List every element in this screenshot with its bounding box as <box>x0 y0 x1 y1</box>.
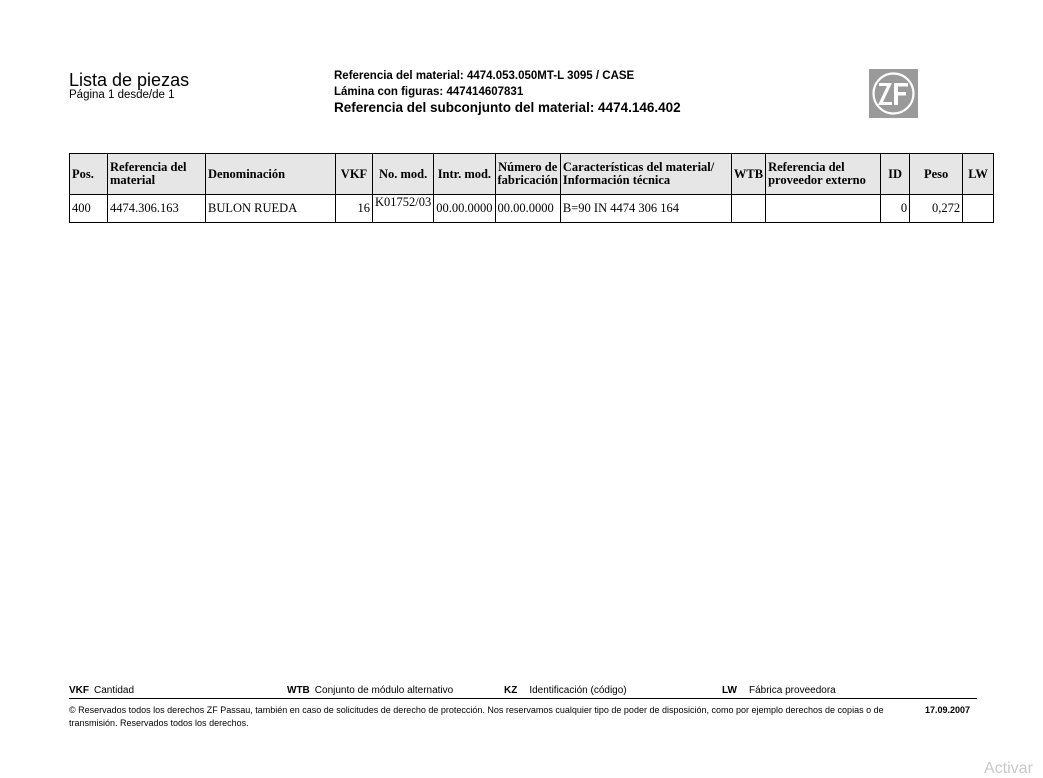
abbreviation-legend <box>69 684 977 699</box>
copyright-notice: © Reservados todos los derechos ZF Passau, también en caso de solicitudes de derecho de protección. Nos reservamos cualquier tipo de poder de disposición, como por ejemplo derechos de copias o de transmisión. Reservados todos los derechos. <box>69 705 884 728</box>
column-header-id: ID <box>881 154 910 195</box>
parts-table <box>69 153 994 223</box>
page-indicator: Página 1 desde/de 1 <box>69 89 175 101</box>
material-reference: Referencia del material: 4474.053.050MT-L 3095 / CASE <box>334 70 635 82</box>
cell-id: 0 <box>881 195 910 223</box>
column-header-ref-proveedor: Referencia del proveedor externo <box>766 154 881 195</box>
legend-item-kz: KZ Identificación (código) <box>504 685 627 696</box>
cell-material-ref: 4474.306.163 <box>108 195 206 223</box>
cell-peso: 0,272 <box>910 195 963 223</box>
legend-item-lw: LW Fábrica proveedora <box>722 685 836 696</box>
figure-sheet-reference: Lámina con figuras: 447414607831 <box>334 86 524 98</box>
cell-wtb <box>731 195 765 223</box>
legend-item-vkf: VKF Cantidad <box>69 685 135 696</box>
print-date: 17.09.2007 <box>925 705 971 715</box>
cell-lw <box>963 195 994 223</box>
activation-watermark: Activar <box>984 760 1033 777</box>
column-header-num-fabricacion: Número de fabricación <box>495 154 560 195</box>
column-header-intr-mod: Intr. mod. <box>434 154 495 195</box>
cell-denominacion: BULON RUEDA <box>206 195 336 223</box>
cell-intr-mod: 00.00.0000 <box>434 195 495 223</box>
column-header-pos: Pos. <box>70 154 108 195</box>
column-header-no-mod: No. mod. <box>373 154 434 195</box>
table-row <box>70 195 994 223</box>
cell-ref-proveedor <box>766 195 881 223</box>
cell-no-mod: K01752/03 <box>373 195 434 223</box>
column-header-vkf: VKF <box>336 154 373 195</box>
document-title: Lista de piezas <box>69 70 190 90</box>
legend-item-wtb: WTB Conjunto de módulo alternativo <box>287 685 454 696</box>
column-header-wtb: WTB <box>731 154 765 195</box>
column-header-material-ref: Referencia del material <box>108 154 206 195</box>
cell-caracteristicas: B=90 IN 4474 306 164 <box>560 195 731 223</box>
subassembly-reference: Referencia del subconjunto del material: 4474.146.402 <box>334 100 681 115</box>
column-header-denominacion: Denominación <box>206 154 336 195</box>
cell-vkf: 16 <box>336 195 373 223</box>
column-header-caracteristicas: Características del material/ Información técnica <box>560 154 731 195</box>
table-header-row <box>70 154 994 195</box>
cell-num-fabricacion: 00.00.0000 <box>495 195 560 223</box>
cell-pos: 400 <box>70 195 108 223</box>
column-header-lw: LW <box>963 154 994 195</box>
column-header-peso: Peso <box>910 154 963 195</box>
zf-logo-icon <box>869 69 918 118</box>
